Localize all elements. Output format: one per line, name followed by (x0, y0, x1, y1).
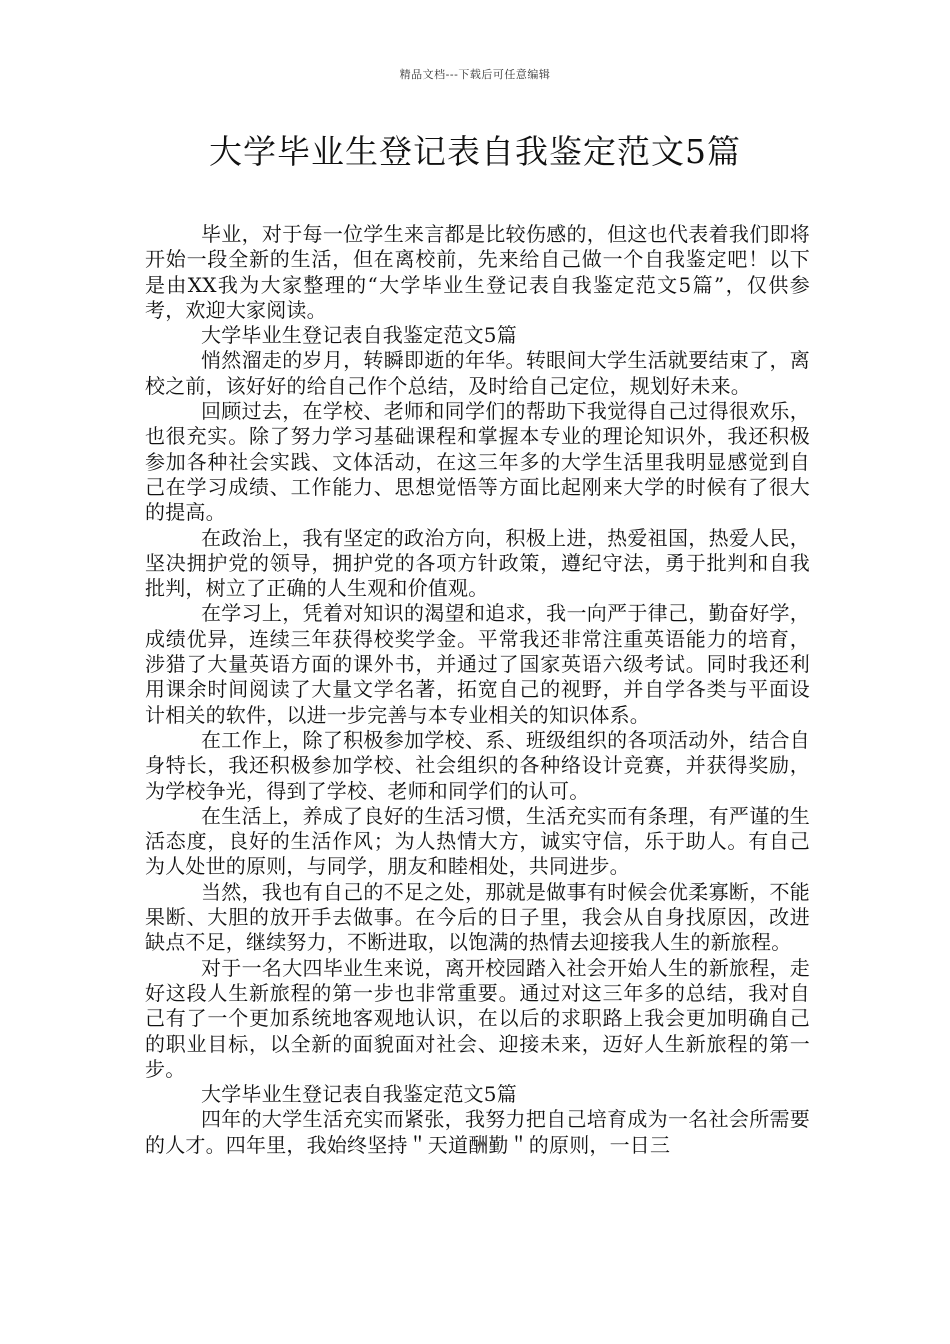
section-subheading: 大学毕业生登记表自我鉴定范文5篇 (201, 1082, 517, 1107)
body-paragraph: 在生活上，养成了良好的生活习惯，生活充实而有条理，有严谨的生活态度，良好的生活作风；为人热情大方，诚实守信，乐于助人。有自己为人处世的原则，与同学，朋友和睦相处，共同进步。 (145, 803, 810, 879)
body-paragraph: 当然，我也有自己的不足之处，那就是做事有时候会优柔寡断，不能果断、大胆的放开手去做事。在今后的日子里，我会从自身找原因，改进缺点不足，继续努力，不断进取，以饱满的热情去迎接我人生的新旅程。 (145, 879, 810, 955)
body-paragraph: 在工作上，除了积极参加学校、系、班级组织的各项活动外，结合自身特长，我还积极参加学校、社会组织的各种络设计竞赛，并获得奖励，为学校争光，得到了学校、老师和同学们的认可。 (145, 727, 810, 803)
section-subheading: 大学毕业生登记表自我鉴定范文5篇 (201, 323, 517, 348)
body-paragraph: 在政治上，我有坚定的政治方向，积极上进，热爱祖国，热爱人民，坚决拥护党的领导，拥护党的各项方针政策，遵纪守法，勇于批判和自我批判，树立了正确的人生观和价值观。 (145, 525, 810, 601)
body-paragraph: 回顾过去，在学校、老师和同学们的帮助下我觉得自己过得很欢乐，也很充实。除了努力学习基础课程和掌握本专业的理论知识外，我还积极参加各种社会实践、文体活动，在这三年多的大学生活里我明显感觉到自己在学习成绩、工作能力、思想觉悟等方面比起刚来大学的时候有了很大的提高。 (145, 399, 810, 525)
body-paragraph: 悄然溜走的岁月，转瞬即逝的年华。转眼间大学生活就要结束了，离校之前，该好好的给自己作个总结，及时给自己定位，规划好未来。 (145, 348, 810, 398)
header-note: 精品文档---下载后可任意编辑 (399, 68, 551, 81)
document-title: 大学毕业生登记表自我鉴定范文5篇 (209, 132, 741, 171)
intro-paragraph: 毕业，对于每一位学生来言都是比较伤感的，但这也代表着我们即将开始一段全新的生活，但在离校前，先来给自己做一个自我鉴定吧！以下是由XX我为大家整理的“大学毕业生登记表自我鉴定范文5篇”，仅供参考，欢迎大家阅读。 (145, 222, 810, 322)
body-paragraph: 在学习上，凭着对知识的渴望和追求，我一向严于律己，勤奋好学，成绩优异，连续三年获得校奖学金。平常我还非常注重英语能力的培育，涉猎了大量英语方面的课外书，并通过了国家英语六级考试。同时我还利用课余时间阅读了大量文学名著，拓宽自己的视野，并自学各类与平面设计相关的软件，以进一步完善与本专业相关的知识体系。 (145, 601, 810, 727)
body-paragraph: 四年的大学生活充实而紧张，我努力把自己培育成为一名社会所需要的人才。四年里，我始终坚持＂天道酬勤＂的原则，一日三 (145, 1107, 810, 1157)
body-paragraph: 对于一名大四毕业生来说，离开校园踏入社会开始人生的新旅程，走好这段人生新旅程的第一步也非常重要。通过对这三年多的总结，我对自己有了一个更加系统地客观地认识，在以后的求职路上我会更加明确自己的职业目标，以全新的面貌面对社会、迎接未来，迈好人生新旅程的第一步。 (145, 955, 810, 1081)
document-body (145, 222, 810, 1158)
